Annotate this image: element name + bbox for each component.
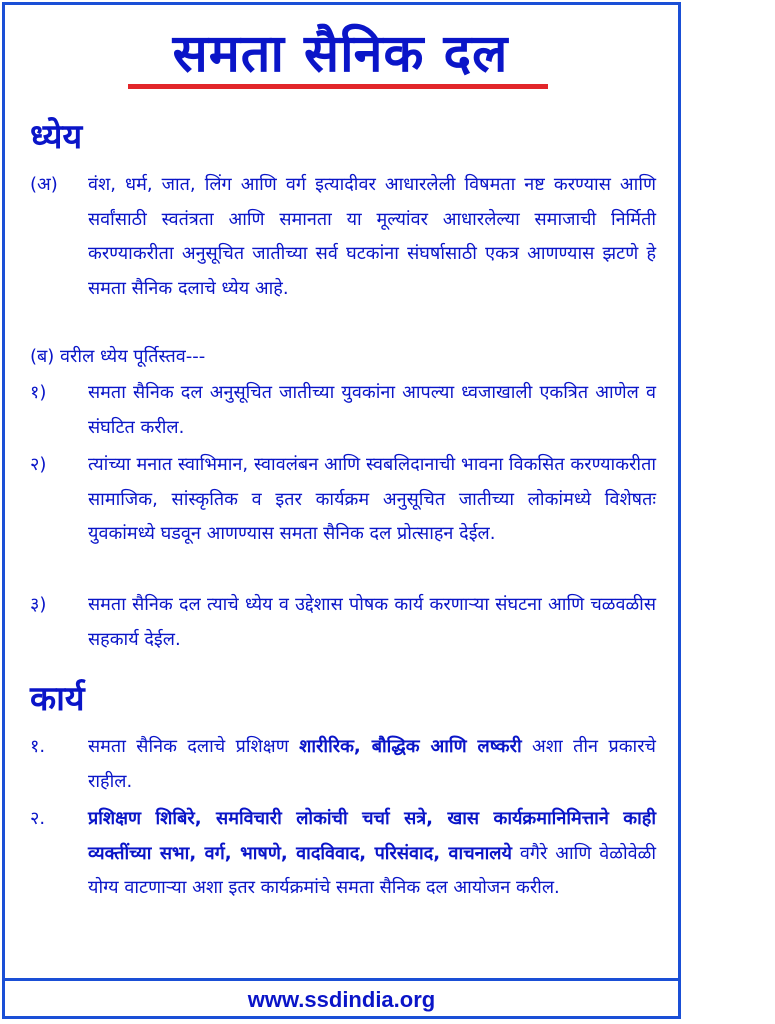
objective-a-text: वंश, धर्म, जात, लिंग आणि वर्ग इत्यादीवर आधारलेली विषमता नष्ट करण्यास आणि सर्वांसाठी स्वतंत्रता आणि समानता या मूल्यांवर आधारलेल्या समाजाची निर्मिती करण्याकरीता अनुसूचित जातीच्या सर्व घटकांना संघर्षासाठी एकत्र आणण्यास झटणे हे समता सैनिक दलाचे ध्येय आहे. [88,174,656,299]
work-item-1-post: अशा तीन प्रकारचे राहील. [88,736,656,792]
objective-item-marker: १) [30,382,47,403]
work-item-1-pre: समता सैनिक दलाचे प्रशिक्षण [88,736,300,757]
website-link[interactable]: www.ssdindia.org [2,978,681,1019]
objective-item-marker: ३) [30,594,47,615]
page-title: समता सैनिक दल [172,24,509,84]
objective-item-text: त्यांच्या मनात स्वाभिमान, स्वावलंबन आणि स्वबलिदानाची भावना विकसित करण्याकरीता सामाजिक, सांस्कृतिक व इतर कार्यक्रम अनुसूचित जातीच्या लोकांमध्ये विशेषतः युवकांमध्ये घडवून आणण्यास समता सैनिक दल प्रोत्साहन देईल. [88,454,656,544]
work-item-1-text [88,730,656,799]
title-underline [128,84,548,89]
work-item-marker: १. [30,736,46,757]
objective-item-marker: २) [30,454,47,475]
objective-item-text: समता सैनिक दल त्याचे ध्येय व उद्देशास पोषक कार्य करणाऱ्या संघटना आणि चळवळीस सहकार्य देईल. [88,594,656,650]
objective-a-marker: (अ) [30,174,58,195]
objectives-heading: ध्येय [30,117,83,157]
work-heading: कार्य [30,679,85,719]
objective-b-text: (ब) वरील ध्येय पूर्तिस्तव--- [30,346,206,367]
objective-item-text: समता सैनिक दल अनुसूचित जातीच्या युवकांना आपल्या ध्वजाखाली एकत्रित आणेल व संघटित करील. [88,382,656,438]
work-item-2-text [88,802,656,906]
work-item-2-bold: प्रशिक्षण शिबिरे, समविचारी लोकांची चर्चा सत्रे, खास कार्यक्रमानिमित्ताने काही व्यक्तींच्या सभा, वर्ग, भाषणे, वादविवाद, परिसंवाद, वाचनालये [88,808,656,864]
work-item-1-bold: शारीरिक, बौद्धिक आणि लष्करी [299,736,522,757]
work-item-2-post: वगैरे आणि वेळोवेळी योग्य वाटणाऱ्या अशा इतर कार्यक्रमांचे समता सैनिक दल आयोजन करील. [88,842,656,898]
work-item-marker: २. [30,808,46,829]
